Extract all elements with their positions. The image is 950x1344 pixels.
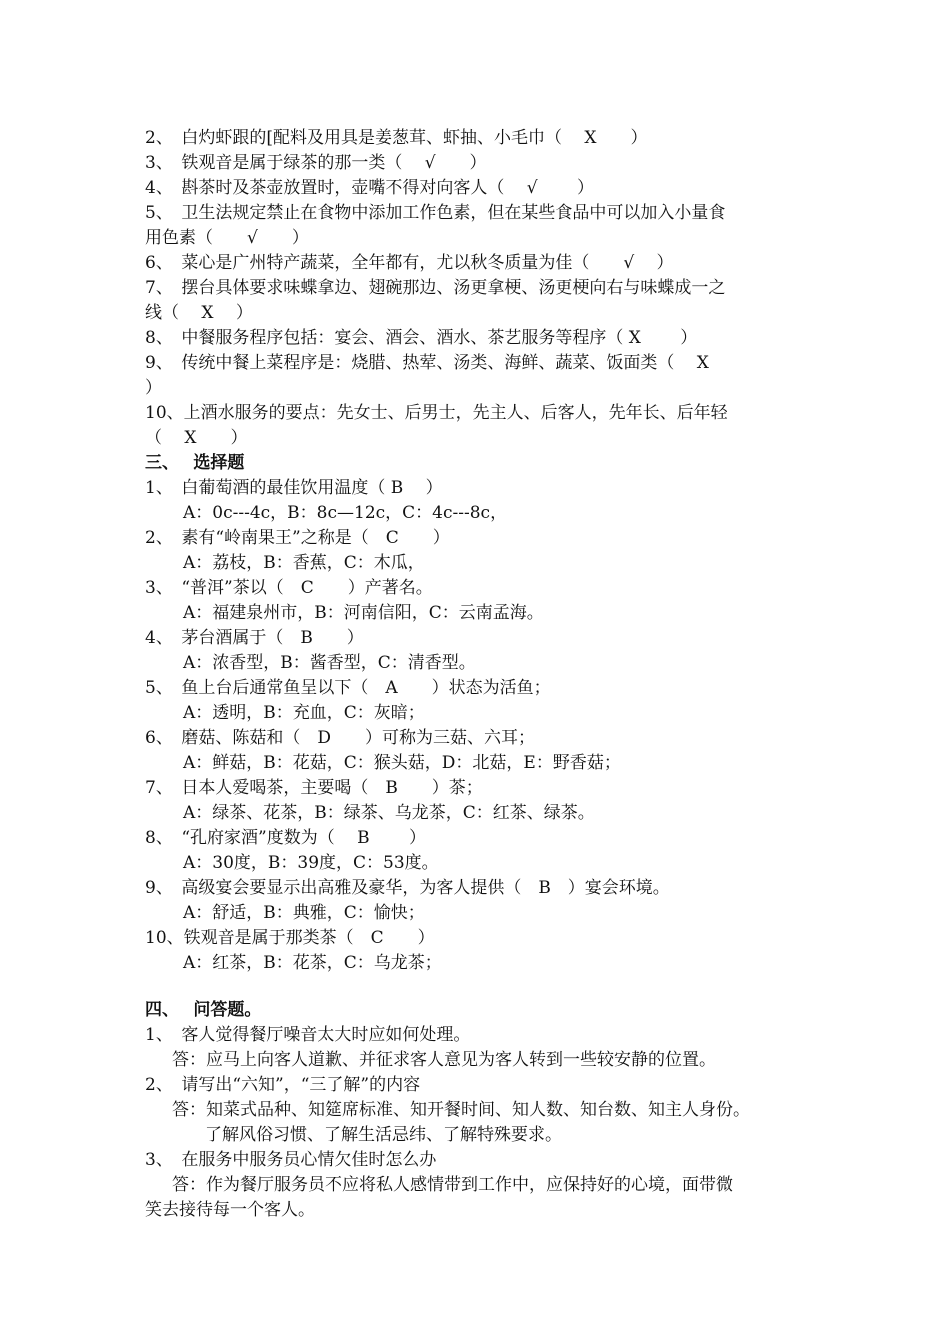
- qa-answer-1: 答：应马上向客人道歉、并征求客人意见为客人转到一些较安静的位置。: [172, 1050, 716, 1070]
- mc-question-9: 9、 高级宴会要显示出高雅及豪华，为客人提供（ B ）宴会环境。: [145, 878, 670, 898]
- tf-question-7-line1: 7、 摆台具体要求味蝶拿边、翅碗那边、汤更拿梗、汤更梗向右与味蝶成一之: [145, 278, 726, 298]
- mc-options-9: A：舒适，B：典雅，C：愉快；: [183, 903, 425, 923]
- mc-options-2: A：荔枝，B：香蕉，C：木瓜，: [183, 553, 425, 573]
- tf-question-8: 8、 中餐服务程序包括：宴会、酒会、酒水、茶艺服务等程序（ X ）: [145, 328, 698, 348]
- mc-options-3: A：福建泉州市，B：河南信阳，C：云南孟海。: [183, 603, 544, 623]
- tf-question-5-line2: 用色素（ √ ）: [145, 228, 309, 248]
- qa-answer-3-line2: 笑去接待每一个客人。: [145, 1200, 315, 1220]
- mc-options-1: A：0c---4c，B：8c—12c，C：4c---8c，: [183, 503, 508, 523]
- tf-question-10-line1: 10、上酒水服务的要点：先女士、后男士，先主人、后客人，先年长、后年轻: [145, 403, 728, 423]
- mc-question-7: 7、 日本人爱喝茶，主要喝（ B ）茶；: [145, 778, 483, 798]
- mc-options-4: A：浓香型，B：酱香型，C：清香型。: [183, 653, 476, 673]
- qa-question-3: 3、 在服务中服务员心情欠佳时怎么办: [145, 1150, 437, 1170]
- tf-question-4: 4、 斟茶时及茶壶放置时，壶嘴不得对向客人（ √ ）: [145, 178, 594, 198]
- mc-options-8: A：30度，B：39度，C：53度。: [183, 853, 439, 873]
- mc-options-6: A：鲜菇，B：花菇，C：猴头菇，D：北菇，E：野香菇；: [183, 753, 621, 773]
- tf-question-5-line1: 5、 卫生法规定禁止在食物中添加工作色素，但在某些食品中可以加入小量食: [145, 203, 726, 223]
- mc-question-8: 8、 “孔府家酒”度数为（ B ）: [145, 828, 426, 848]
- tf-question-9-line2: ）: [145, 378, 162, 398]
- mc-question-10: 10、铁观音是属于那类茶（ C ）: [145, 928, 435, 948]
- mc-question-6: 6、 磨菇、陈菇和（ D ）可称为三菇、六耳；: [145, 728, 535, 748]
- mc-question-1: 1、 白葡萄酒的最佳饮用温度（ B ）: [145, 478, 443, 498]
- qa-answer-2-line2: 了解风俗习惯、了解生活忌纬、了解特殊要求。: [205, 1125, 562, 1145]
- section-heading-multiple-choice: 三、 选择题: [145, 453, 245, 473]
- qa-answer-2-line1: 答：知菜式品种、知筵席标准、知开餐时间、知人数、知台数、知主人身份。: [172, 1100, 750, 1120]
- qa-question-1: 1、 客人觉得餐厅噪音太大时应如何处理。: [145, 1025, 471, 1045]
- mc-options-5: A：透明，B：充血，C：灰暗；: [183, 703, 425, 723]
- mc-options-10: A：红茶，B：花茶，C：乌龙茶；: [183, 953, 442, 973]
- tf-question-9-line1: 9、 传统中餐上菜程序是：烧腊、热荤、汤类、海鲜、蔬菜、饭面类（ X: [145, 353, 709, 373]
- tf-question-7-line2: 线（ X ）: [145, 303, 253, 323]
- tf-question-2: 2、 白灼虾跟的[配料及用具是姜葱茸、虾抽、小毛巾（ X ）: [145, 128, 648, 148]
- mc-question-3: 3、 “普洱”茶以（ C ）产著名。: [145, 578, 433, 598]
- section-heading-short-answer: 四、 问答题。: [145, 1000, 262, 1020]
- mc-question-2: 2、 素有“岭南果王”之称是（ C ）: [145, 528, 450, 548]
- tf-question-3: 3、 铁观音是属于绿茶的那一类（ √ ）: [145, 153, 487, 173]
- tf-question-10-line2: （ X ）: [145, 428, 248, 448]
- tf-question-6: 6、 菜心是广州特产蔬菜，全年都有，尤以秋冬质量为佳（ √ ）: [145, 253, 674, 273]
- mc-options-7: A：绿茶、花茶，B：绿茶、乌龙茶，C：红茶、绿茶。: [183, 803, 595, 823]
- qa-answer-3-line1: 答：作为餐厅服务员不应将私人感情带到工作中，应保持好的心境，面带微: [172, 1175, 733, 1195]
- mc-question-5: 5、 鱼上台后通常鱼呈以下（ A ）状态为活鱼；: [145, 678, 551, 698]
- mc-question-4: 4、 茅台酒属于（ B ）: [145, 628, 364, 648]
- qa-question-2: 2、 请写出“六知”，“三了解”的内容: [145, 1075, 421, 1095]
